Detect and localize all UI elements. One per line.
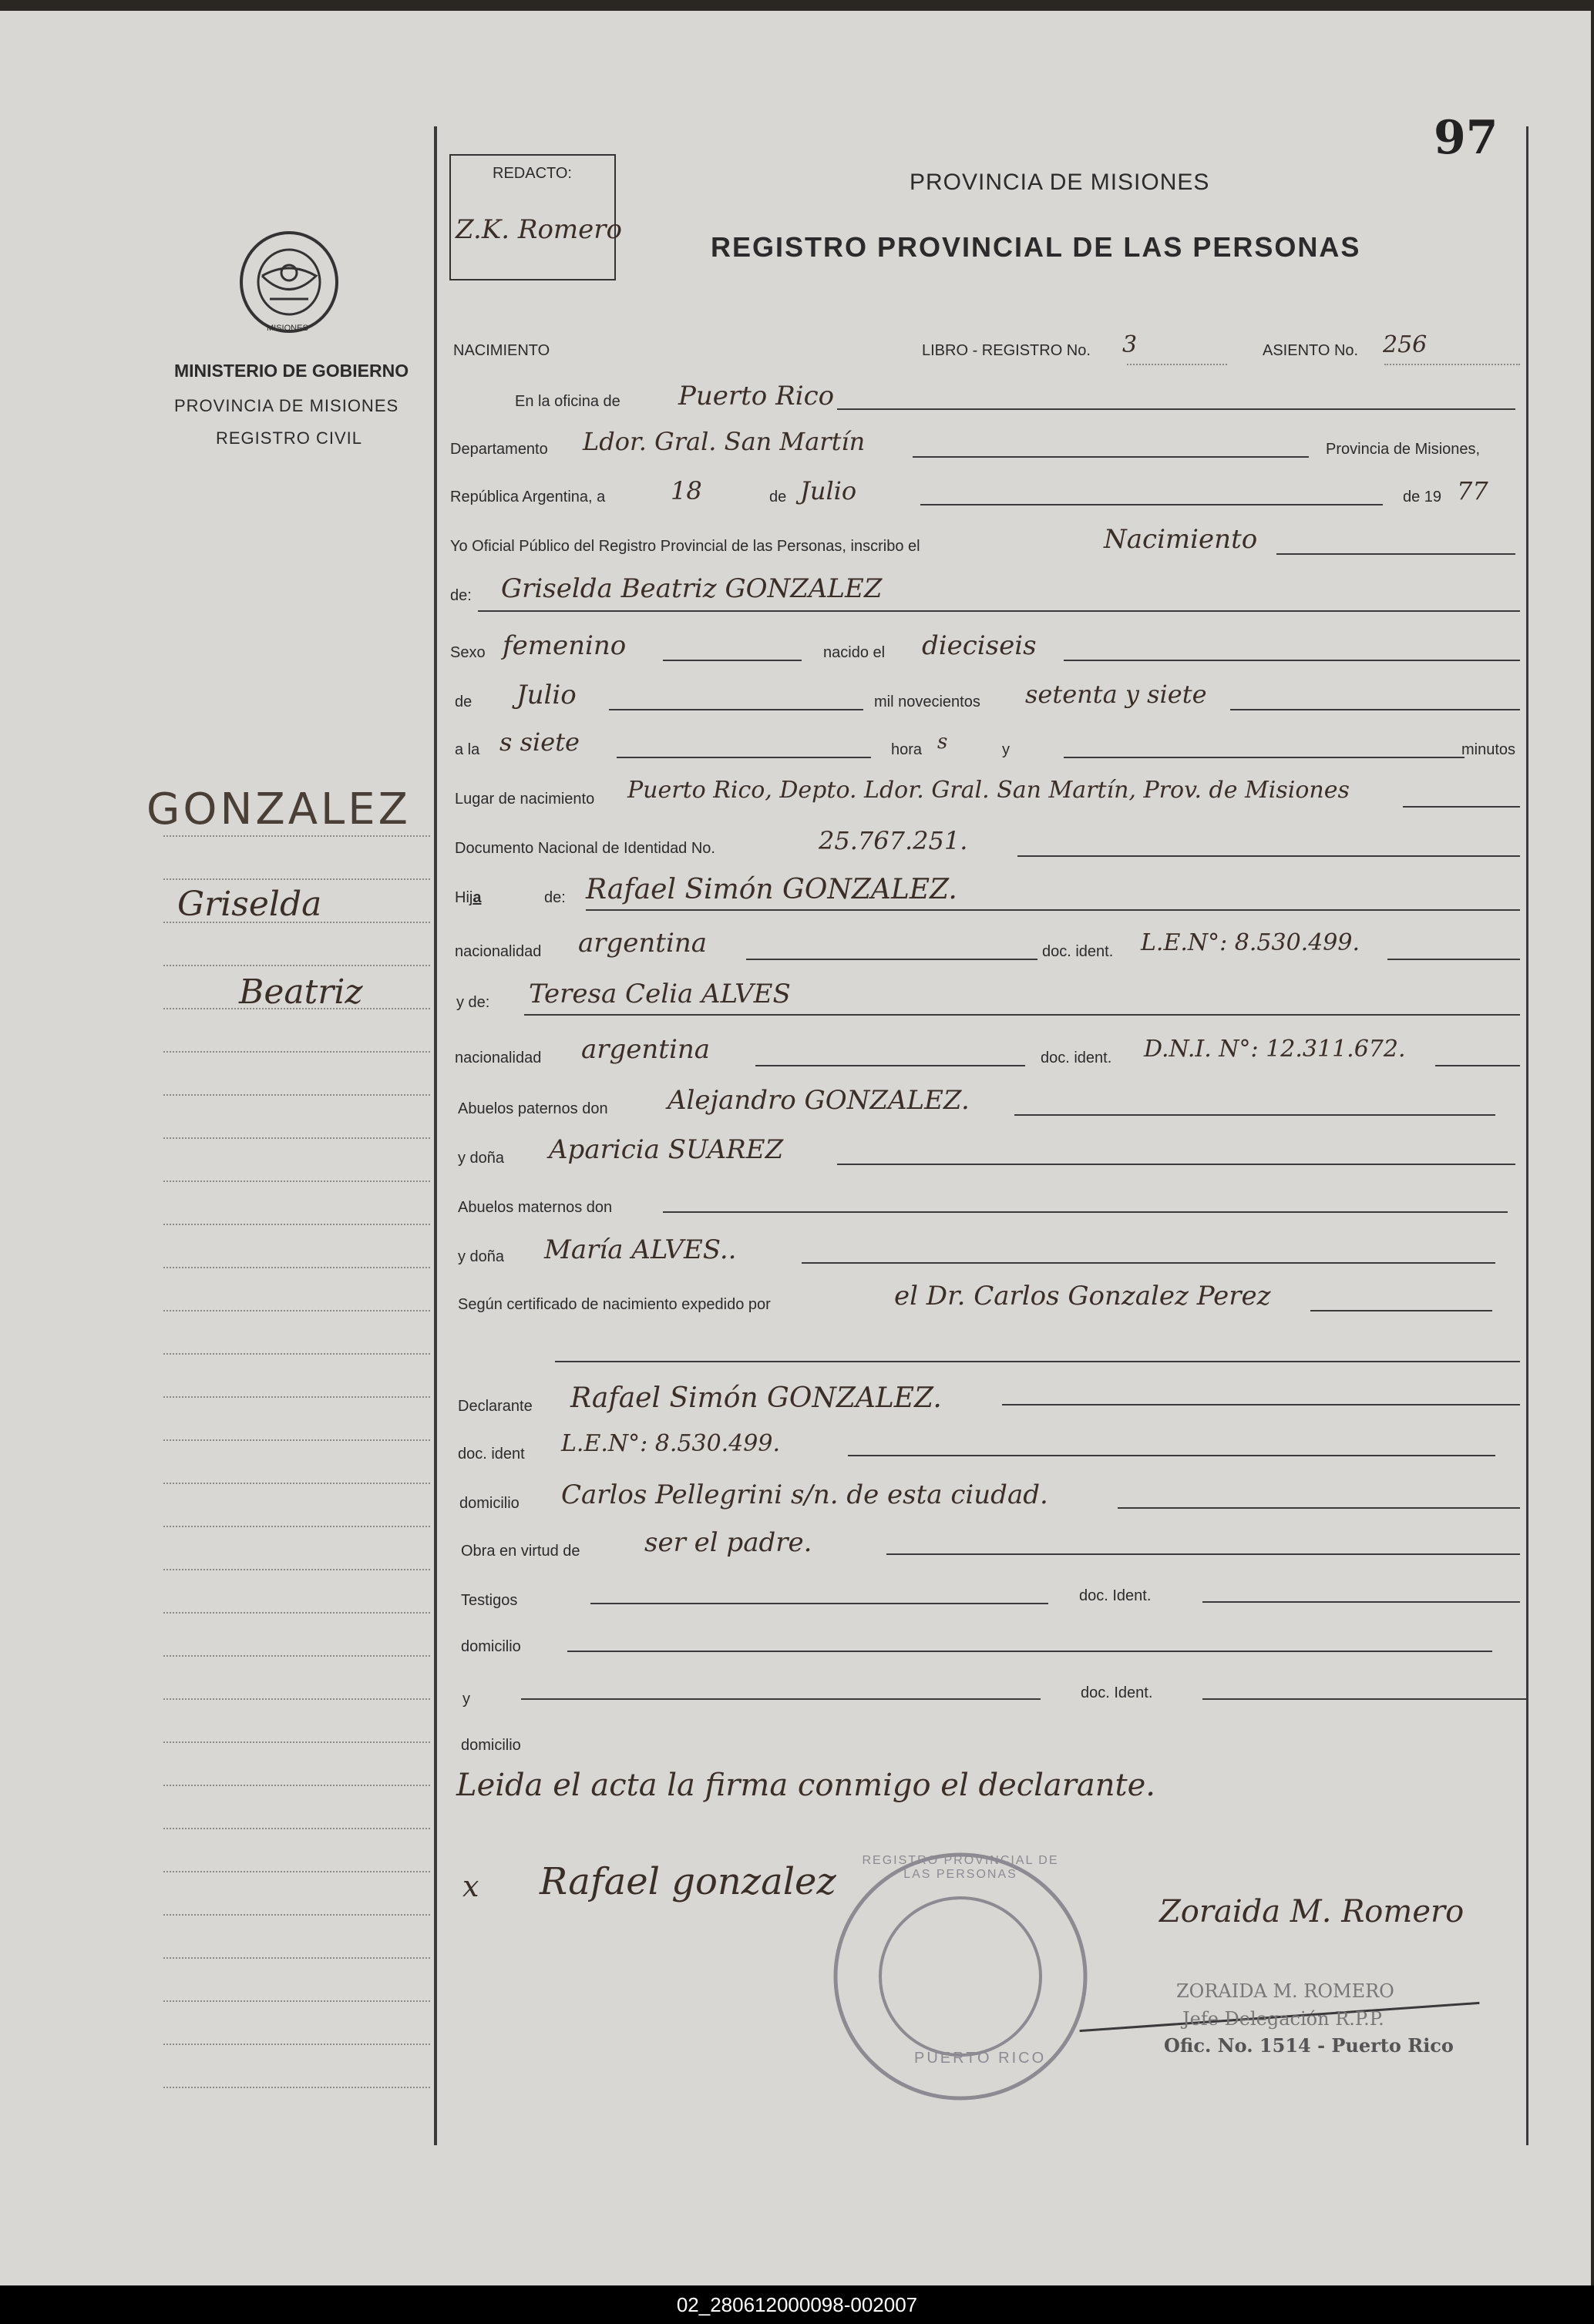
file-id-footer: 02_280612000098-002007 — [0, 2285, 1594, 2324]
nac1-line — [746, 959, 1037, 960]
margin-dotted-line — [163, 1353, 430, 1355]
margin-first-name: Griselda — [177, 885, 322, 924]
ministry-line1: MINISTERIO DE GOBIERNO — [174, 361, 409, 381]
margin-surname: GONZALEZ — [146, 784, 411, 835]
margin-dotted-line — [163, 1828, 430, 1829]
margin-dotted-line — [163, 1526, 430, 1527]
page-number: 97 — [1434, 111, 1498, 165]
margin-dotted-line — [163, 1267, 430, 1268]
stamp-text: REGISTRO PROVINCIAL DE LAS PERSONAS — [862, 1854, 1059, 1881]
docident2-label: doc. Ident. — [1079, 1587, 1152, 1604]
docident-value: L.E.N°: 8.530.499. — [561, 1430, 781, 1457]
mes2-value: Julio — [516, 680, 577, 710]
dni-line — [1017, 855, 1520, 857]
province-header: PROVINCIA DE MISIONES — [910, 170, 1210, 195]
asiento-label: ASIENTO No. — [1263, 342, 1359, 359]
obra-value: ser el padre. — [644, 1527, 812, 1558]
libro-label: LIBRO - REGISTRO No. — [922, 342, 1091, 359]
de2-label: de: — [450, 587, 472, 604]
docident2-line — [1202, 1601, 1520, 1603]
margin-second-name: Beatriz — [239, 972, 363, 1012]
ab-pat-line — [1014, 1114, 1495, 1116]
nombre-value: Griselda Beatriz GONZALEZ — [501, 573, 883, 604]
dona1-label: y doña — [458, 1150, 505, 1167]
margin-dotted-line — [163, 1224, 430, 1225]
testigos-line — [590, 1603, 1048, 1604]
lugar-line — [1403, 806, 1520, 808]
nacido-value: dieciseis — [922, 630, 1037, 661]
hora-value: s — [937, 730, 948, 754]
obra-label: Obra en virtud de — [461, 1543, 580, 1560]
margin-dotted-line — [163, 965, 430, 966]
official-name: ZORAIDA M. ROMERO — [1176, 1980, 1394, 2002]
ab-mat-label: Abuelos maternos don — [458, 1199, 613, 1216]
provincia-label: Provincia de Misiones, — [1326, 441, 1481, 458]
ministry-line2: PROVINCIA DE MISIONES — [174, 396, 399, 415]
y-label: y — [1002, 741, 1010, 758]
doc2-value: D.N.I. N°: 12.311.672. — [1144, 1036, 1406, 1063]
domicilio2-label: domicilio — [461, 1638, 521, 1655]
oficina-value: Puerto Rico — [678, 381, 835, 411]
libro-line — [1127, 364, 1227, 365]
ab-pat-label: Abuelos paternos don — [458, 1100, 608, 1117]
lugar-value: Puerto Rico, Depto. Ldor. Gral. San Martín, Prov. de Misiones — [627, 777, 1350, 804]
closing-text: Leida el acta la firma conmigo el declarante. — [456, 1768, 1155, 1803]
hora-label: hora — [891, 741, 923, 758]
padre-value: Rafael Simón GONZALEZ. — [586, 874, 957, 905]
anio-value: 77 — [1457, 476, 1488, 505]
cert-line — [1310, 1310, 1492, 1311]
ab-pat-value: Alejandro GONZALEZ. — [668, 1085, 970, 1116]
registry-title: REGISTRO PROVINCIAL DE LAS PERSONAS — [711, 231, 1361, 263]
doc2-label: doc. ident. — [1041, 1049, 1112, 1066]
nac2-value: argentina — [581, 1034, 711, 1065]
right-border — [1526, 126, 1528, 2145]
departamento-label: Departamento — [450, 441, 548, 458]
padre-line — [586, 909, 1520, 911]
docident3-line — [1202, 1698, 1526, 1700]
domicilio3-label: domicilio — [461, 1737, 521, 1754]
hija-prefix: Hij — [455, 889, 473, 906]
nac1-value: argentina — [578, 928, 708, 959]
ab-mat-line — [663, 1211, 1508, 1213]
domicilio-line — [1118, 1507, 1520, 1509]
alas-label: a la — [455, 741, 480, 758]
mil-label: mil novecientos — [874, 694, 980, 710]
oficina-line — [837, 408, 1515, 410]
asiento-line — [1384, 364, 1520, 365]
sexo-line — [663, 660, 802, 661]
doc1-line — [1387, 959, 1520, 960]
declarante-value: Rafael Simón GONZALEZ. — [570, 1382, 942, 1414]
seal-text: MISIONES — [267, 324, 308, 333]
domicilio-value: Carlos Pellegrini s/n. de esta ciudad. — [561, 1479, 1048, 1510]
y2-line — [521, 1698, 1041, 1700]
margin-dotted-line — [163, 2087, 430, 2088]
alas-line — [617, 757, 871, 758]
nac2-line — [755, 1065, 1025, 1066]
doc1-value: L.E.N°: 8.530.499. — [1141, 929, 1360, 956]
margin-dotted-line — [163, 1785, 430, 1786]
de-label: de — [769, 489, 787, 505]
obra-line — [886, 1553, 1520, 1555]
official-signature: Zoraida M. Romero — [1159, 1894, 1465, 1929]
domicilio-label: domicilio — [459, 1495, 520, 1512]
dona2-line — [802, 1262, 1495, 1264]
margin-dotted-line — [163, 1180, 430, 1182]
domicilio2-line — [567, 1651, 1492, 1652]
margin-dotted-line — [163, 1569, 430, 1570]
docident-line — [848, 1455, 1495, 1456]
declarant-signature: Rafael gonzalez — [540, 1860, 836, 1903]
oficial-label: Yo Oficial Público del Registro Provincial de las Personas, inscribo el — [450, 538, 920, 555]
madre-value: Teresa Celia ALVES — [529, 979, 791, 1009]
margin-dotted-line — [163, 1094, 430, 1096]
official-office: Ofic. No. 1514 - Puerto Rico — [1164, 2034, 1454, 2057]
mil-line — [1230, 709, 1520, 710]
nacido-label: nacido el — [823, 644, 886, 661]
sexo-label: Sexo — [450, 644, 486, 661]
margin-dotted-line — [163, 1483, 430, 1484]
departamento-value: Ldor. Gral. San Martín — [583, 427, 866, 456]
margin-dotted-line — [163, 835, 430, 837]
asiento-value: 256 — [1383, 331, 1428, 358]
alas-value: s siete — [499, 727, 580, 757]
margin-dotted-line — [163, 1310, 430, 1311]
stamp-city: PUERTO RICO — [914, 2050, 1047, 2067]
minutos-label: minutos — [1461, 741, 1516, 758]
dni-value: 25.767.251. — [819, 826, 968, 855]
margin-dotted-line — [163, 1741, 430, 1743]
margin-dotted-line — [163, 1655, 430, 1657]
nombre-line — [478, 610, 1520, 612]
official-role: Jefe Delegación R.P.P. — [1182, 2008, 1384, 2030]
nacido-line — [1064, 660, 1520, 661]
cert-label: Según certificado de nacimiento expedido por — [458, 1296, 771, 1313]
docident-label: doc. ident — [458, 1446, 525, 1463]
margin-dotted-line — [163, 1698, 430, 1700]
lugar-label: Lugar de nacimiento — [455, 791, 595, 808]
cert-line-2 — [555, 1361, 1520, 1362]
madre-line — [524, 1014, 1520, 1016]
mes-value: Julio — [800, 476, 857, 505]
margin-dotted-line — [163, 922, 430, 923]
libro-value: 3 — [1122, 331, 1138, 358]
redacto-signature: Z.K. Romero — [456, 214, 623, 245]
de3-label: de — [455, 694, 472, 710]
declarante-line — [1002, 1404, 1520, 1405]
y2-label: y — [462, 1691, 470, 1708]
testigos-label: Testigos — [461, 1592, 518, 1609]
margin-dotted-line — [163, 2000, 430, 2002]
sexo-value: femenino — [503, 630, 627, 661]
margin-dotted-line — [163, 1957, 430, 1959]
ministry-line3: REGISTRO CIVIL — [216, 428, 363, 448]
oficial-line — [1276, 553, 1515, 555]
hora-line — [1064, 757, 1465, 758]
dona1-line — [837, 1164, 1515, 1165]
margin-dotted-line — [163, 2044, 430, 2045]
hija-de-label: de: — [544, 889, 566, 906]
margin-dotted-line — [163, 1871, 430, 1872]
margin-dotted-line — [163, 1396, 430, 1398]
doc2-line — [1435, 1065, 1520, 1066]
hija-suffix: a — [472, 889, 482, 906]
dia-value: 18 — [671, 476, 702, 505]
redacto-box — [449, 154, 623, 280]
fecha-line — [920, 504, 1383, 505]
left-margin-border — [434, 126, 437, 2145]
declarante-label: Declarante — [458, 1398, 533, 1415]
margin-dotted-line — [163, 878, 430, 880]
republica-label: República Argentina, a — [450, 489, 606, 505]
departamento-line — [913, 456, 1309, 458]
oficial-value: Nacimiento — [1104, 524, 1258, 555]
redacto-label: REDACTO: — [493, 165, 572, 182]
hija-label — [455, 889, 481, 907]
mes2-line — [609, 709, 863, 710]
cert-value: el Dr. Carlos Gonzalez Perez — [894, 1281, 1271, 1311]
docident3-label: doc. Ident. — [1081, 1684, 1153, 1701]
doc1-label: doc. ident. — [1042, 943, 1114, 960]
margin-dotted-line — [163, 1137, 430, 1139]
margin-dotted-line — [163, 1008, 430, 1009]
declarant-mark: x — [462, 1869, 479, 1903]
margin-dotted-line — [163, 1914, 430, 1916]
anio-prefix: de 19 — [1403, 489, 1442, 505]
nac2-label: nacionalidad — [455, 1049, 542, 1066]
record-type: NACIMIENTO — [453, 342, 550, 359]
margin-dotted-line — [163, 1439, 430, 1441]
nac1-label: nacionalidad — [455, 943, 542, 960]
dona2-value: María ALVES.. — [544, 1234, 737, 1265]
margin-dotted-line — [163, 1612, 430, 1614]
document-page — [0, 11, 1591, 2285]
oficina-label: En la oficina de — [515, 393, 620, 410]
dona1-value: Aparicia SUAREZ — [549, 1134, 784, 1165]
mil-value: setenta y siete — [1025, 680, 1207, 709]
dona2-label: y doña — [458, 1248, 505, 1265]
dni-label: Documento Nacional de Identidad No. — [455, 840, 715, 857]
yde-label: y de: — [456, 994, 490, 1011]
official-stamp — [829, 1849, 1091, 2104]
margin-dotted-line — [163, 1051, 430, 1053]
